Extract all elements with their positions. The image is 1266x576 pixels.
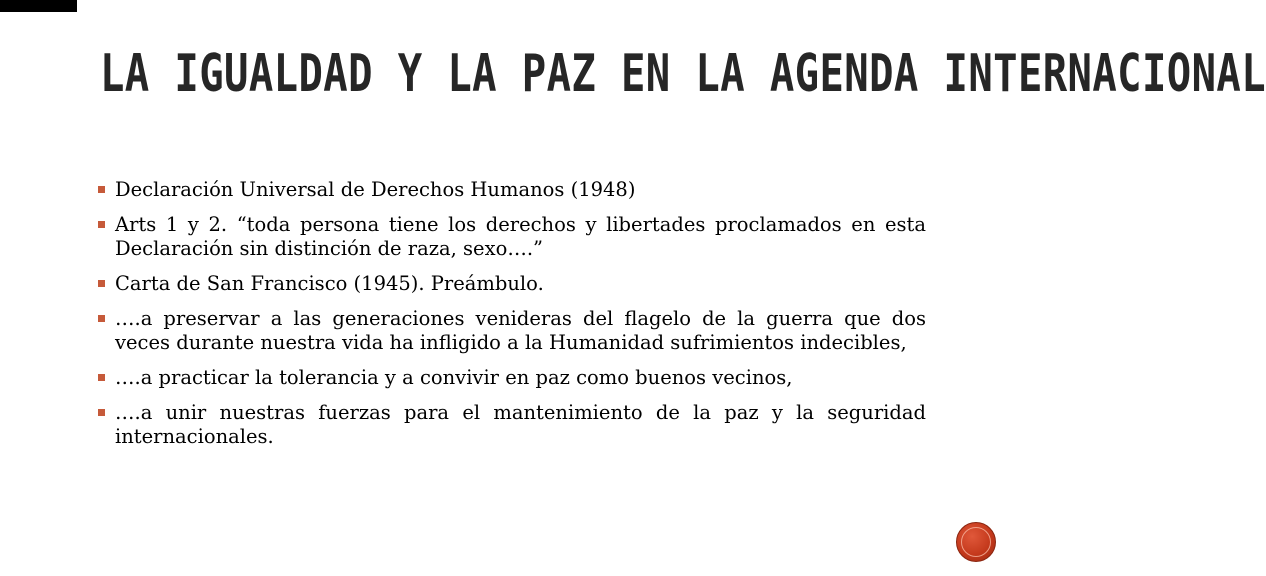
bullet-item — [98, 272, 926, 296]
square-bullet-icon — [98, 221, 105, 228]
bullet-text: ….a practicar la tolerancia y a convivir en paz como buenos vecinos, — [115, 366, 793, 389]
circle-icon — [961, 527, 991, 557]
bullet-text: ….a unir nuestras fuerzas para el mantenimiento de la paz y la seguridad internacionales. — [115, 401, 926, 448]
bullet-text: Arts 1 y 2. “toda persona tiene los derechos y libertades proclamados en esta Declaración sin distinción de raza, sexo….” — [115, 213, 926, 260]
bullet-text: ….a preservar a las generaciones venideras del flagelo de la guerra que dos veces durante nuestra vida ha infligido a la Humanidad sufrimientos indecibles, — [115, 307, 926, 354]
slide-nav-button[interactable] — [956, 522, 996, 562]
bullet-item — [98, 307, 926, 355]
slide-title: LA IGUALDAD Y LA PAZ EN LA AGENDA INTERNACIONAL — [100, 44, 1266, 104]
square-bullet-icon — [98, 374, 105, 381]
bullet-item — [98, 401, 926, 449]
square-bullet-icon — [98, 186, 105, 193]
bullet-list — [98, 178, 926, 460]
bullet-text: Carta de San Francisco (1945). Preámbulo. — [115, 272, 544, 295]
square-bullet-icon — [98, 280, 105, 287]
bullet-item — [98, 366, 926, 390]
top-accent-bar — [0, 0, 77, 12]
bullet-text: Declaración Universal de Derechos Humanos (1948) — [115, 178, 636, 201]
bullet-item — [98, 178, 926, 202]
square-bullet-icon — [98, 409, 105, 416]
bullet-item — [98, 213, 926, 261]
square-bullet-icon — [98, 315, 105, 322]
